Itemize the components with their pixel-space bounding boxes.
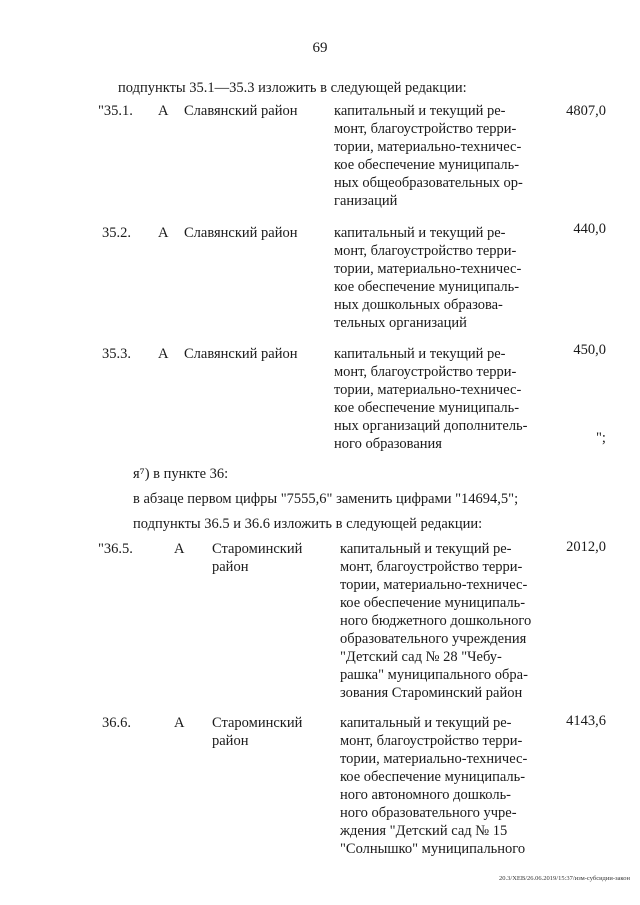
desc-line: "Детский сад № 28 "Чебу-	[340, 649, 502, 665]
row-amount: 450,0	[573, 342, 606, 358]
desc-line: кое обеспечение муниципаль-	[334, 279, 520, 295]
desc-line: монт, благоустройство терри-	[334, 243, 517, 259]
row-description	[334, 345, 530, 453]
desc-line: капитальный и текущий ре-	[334, 225, 506, 241]
desc-line: ных общеобразовательных ор-	[334, 175, 523, 191]
desc-line: капитальный и текущий ре-	[334, 346, 506, 362]
region-line: район	[212, 733, 249, 749]
desc-line: рашка" муниципального обра-	[340, 667, 528, 683]
row-number: "35.1.	[98, 103, 133, 119]
row-amount: 440,0	[573, 221, 606, 237]
row-category: А	[158, 225, 169, 241]
row-category: А	[174, 541, 185, 557]
row-amount: 4807,0	[566, 103, 606, 119]
row-region: Славянский район	[184, 225, 298, 241]
desc-line: тории, материально-техничес-	[334, 382, 522, 398]
row-amount: 2012,0	[566, 539, 606, 555]
row-number: 36.6.	[102, 715, 131, 731]
desc-line: тории, материально-техничес-	[340, 751, 528, 767]
row-region: Славянский район	[184, 346, 298, 362]
region-line: район	[212, 559, 249, 575]
row-category: А	[158, 346, 169, 362]
document-footer-code: 20.3/ХЕВ/26.06.2019/15:37/изм-субсидии-закон	[499, 875, 630, 882]
desc-line: ных дошкольных образова-	[334, 297, 503, 313]
desc-line: тории, материально-техничес-	[334, 261, 522, 277]
desc-line: образовательного учреждения	[340, 631, 527, 647]
row-number: 35.3.	[102, 346, 131, 362]
intro-paragraph-2: подпункты 36.5 и 36.6 изложить в следующей редакции:	[133, 516, 483, 532]
desc-line: кое обеспечение муниципаль-	[334, 157, 520, 173]
desc-line: "Солнышко" муниципального	[340, 841, 526, 857]
row-description	[340, 540, 536, 702]
desc-line: ного бюджетного дошкольного	[340, 613, 532, 629]
row-number: 35.2.	[102, 225, 131, 241]
row-description	[334, 224, 530, 332]
desc-line: кое обеспечение муниципаль-	[340, 769, 526, 785]
desc-line: капитальный и текущий ре-	[334, 103, 506, 119]
desc-line: ных организаций дополнитель-	[334, 418, 528, 434]
desc-line: ного образовательного учре-	[340, 805, 517, 821]
closing-quote: ";	[596, 430, 606, 446]
desc-line: ного образования	[334, 436, 442, 452]
region-line: Староминский	[212, 715, 303, 731]
desc-line: монт, благоустройство терри-	[334, 364, 517, 380]
row-description	[340, 714, 536, 858]
row-amount: 4143,6	[566, 713, 606, 729]
row-category: А	[174, 715, 185, 731]
row-region	[212, 714, 302, 750]
row-region	[212, 540, 302, 576]
desc-line: ждения "Детский сад № 15	[340, 823, 508, 839]
desc-line: зования Староминский район	[340, 685, 523, 701]
item-label: я⁷) в пункте 36:	[133, 466, 229, 482]
desc-line: монт, благоустройство терри-	[340, 733, 523, 749]
replace-paragraph: в абзаце первом цифры "7555,6" заменить цифрами "14694,5";	[133, 491, 519, 507]
desc-line: капитальный и текущий ре-	[340, 715, 512, 731]
desc-line: тории, материально-техничес-	[340, 577, 528, 593]
desc-line: кое обеспечение муниципаль-	[340, 595, 526, 611]
region-line: Староминский	[212, 541, 303, 557]
row-region: Славянский район	[184, 103, 298, 119]
intro-paragraph-1: подпункты 35.1—35.3 изложить в следующей редакции:	[118, 80, 467, 96]
desc-line: монт, благоустройство терри-	[340, 559, 523, 575]
row-category: А	[158, 103, 169, 119]
desc-line: ного автономного дошколь-	[340, 787, 512, 803]
desc-line: монт, благоустройство терри-	[334, 121, 517, 137]
desc-line: тории, материально-техничес-	[334, 139, 522, 155]
row-number: "36.5.	[98, 541, 133, 557]
desc-line: ганизаций	[334, 193, 398, 209]
desc-line: капитальный и текущий ре-	[340, 541, 512, 557]
desc-line: кое обеспечение муниципаль-	[334, 400, 520, 416]
row-description	[334, 102, 530, 210]
page-number: 69	[312, 40, 328, 56]
desc-line: тельных организаций	[334, 315, 467, 331]
